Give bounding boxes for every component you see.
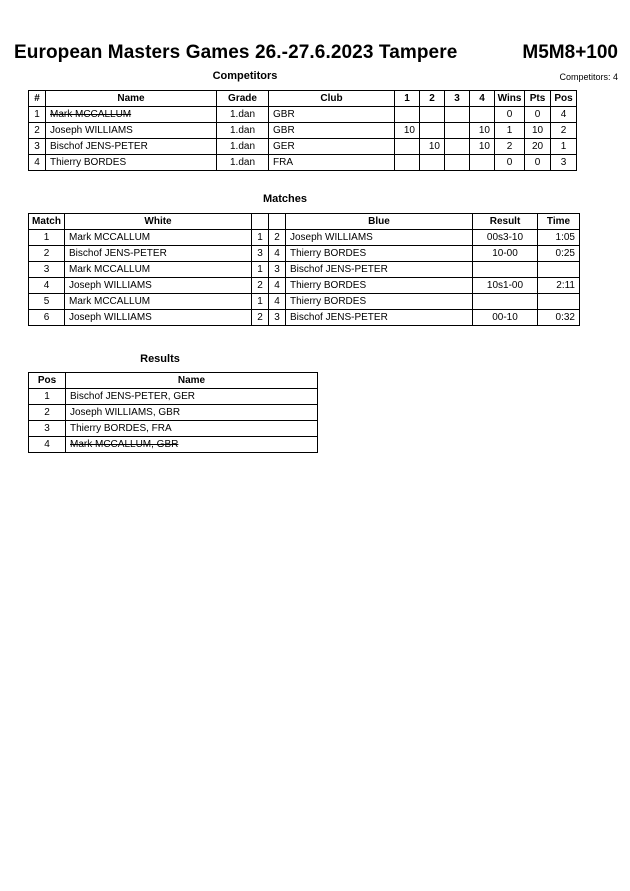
- competitors-count: Competitors: 4: [559, 72, 618, 82]
- competitor-wins: 1: [495, 123, 525, 139]
- table-row: [29, 437, 318, 453]
- category-title: M5M8+100: [522, 42, 618, 63]
- competitor-pos: 4: [551, 107, 577, 123]
- competitor-pts: 20: [525, 139, 551, 155]
- table-row: [29, 123, 577, 139]
- table-row: [29, 246, 580, 262]
- column-header-club: Club: [269, 91, 395, 107]
- table-row: [29, 230, 580, 246]
- match-time: 1:05: [538, 230, 580, 246]
- column-header-round-1: 1: [395, 91, 420, 107]
- match-time: 0:32: [538, 310, 580, 326]
- competitor-number: 4: [29, 155, 46, 171]
- column-header-time: Time: [538, 214, 580, 230]
- competitor-round-1: [395, 155, 420, 171]
- match-white-name: Joseph WILLIAMS: [65, 278, 252, 294]
- match-white-name: Joseph WILLIAMS: [65, 310, 252, 326]
- competitor-number: 1: [29, 107, 46, 123]
- competitor-wins: 0: [495, 155, 525, 171]
- match-number: 4: [29, 278, 65, 294]
- column-header-pts: Pts: [525, 91, 551, 107]
- match-blue-name: Thierry BORDES: [286, 294, 473, 310]
- competitor-grade: 1.dan: [217, 139, 269, 155]
- competitor-pts: 10: [525, 123, 551, 139]
- table-row: [29, 155, 577, 171]
- page-header: [0, 42, 630, 68]
- match-result: 10-00: [473, 246, 538, 262]
- column-header-blue-num: [269, 214, 286, 230]
- match-white-number: 2: [252, 310, 269, 326]
- page-title: European Masters Games 26.-27.6.2023 Tampere: [14, 42, 458, 63]
- result-position: 3: [29, 421, 66, 437]
- competitor-round-3: [445, 139, 470, 155]
- competitor-club: GER: [269, 139, 395, 155]
- competitor-round-2: 10: [420, 139, 445, 155]
- competitor-club: GBR: [269, 107, 395, 123]
- competitor-pos: 2: [551, 123, 577, 139]
- match-number: 5: [29, 294, 65, 310]
- competitor-name: Joseph WILLIAMS: [46, 123, 217, 139]
- column-header-name: Name: [46, 91, 217, 107]
- match-blue-name: Bischof JENS-PETER: [286, 310, 473, 326]
- competitor-name: Bischof JENS-PETER: [46, 139, 217, 155]
- table-row: [29, 278, 580, 294]
- column-header-pos: Pos: [29, 373, 66, 389]
- match-number: 6: [29, 310, 65, 326]
- table-header-row: [29, 91, 577, 107]
- match-blue-name: Joseph WILLIAMS: [286, 230, 473, 246]
- competitor-club: GBR: [269, 123, 395, 139]
- competitor-round-2: [420, 123, 445, 139]
- match-number: 3: [29, 262, 65, 278]
- competitor-round-1: [395, 107, 420, 123]
- match-blue-number: 2: [269, 230, 286, 246]
- result-name: Bischof JENS-PETER, GER: [66, 389, 318, 405]
- match-result: 10s1-00: [473, 278, 538, 294]
- column-header-name: Name: [66, 373, 318, 389]
- match-blue-name: Bischof JENS-PETER: [286, 262, 473, 278]
- competitor-round-3: [445, 155, 470, 171]
- competitor-round-1: [395, 139, 420, 155]
- match-result: [473, 294, 538, 310]
- table-row: [29, 107, 577, 123]
- match-white-number: 1: [252, 230, 269, 246]
- match-time: 2:11: [538, 278, 580, 294]
- competitor-pts: 0: [525, 107, 551, 123]
- competitor-round-4: [470, 107, 495, 123]
- match-white-number: 2: [252, 278, 269, 294]
- competitor-round-3: [445, 123, 470, 139]
- results-caption: Results: [140, 353, 180, 365]
- competitor-round-4: 10: [470, 123, 495, 139]
- column-header-wins: Wins: [495, 91, 525, 107]
- match-blue-number: 4: [269, 278, 286, 294]
- competitor-number: 3: [29, 139, 46, 155]
- match-result: 00-10: [473, 310, 538, 326]
- table-row: [29, 294, 580, 310]
- result-name: Thierry BORDES, FRA: [66, 421, 318, 437]
- competitor-round-2: [420, 107, 445, 123]
- competitor-round-3: [445, 107, 470, 123]
- table-row: [29, 389, 318, 405]
- table-row: [29, 421, 318, 437]
- match-blue-name: Thierry BORDES: [286, 278, 473, 294]
- competitor-club: FRA: [269, 155, 395, 171]
- matches-caption: Matches: [262, 193, 308, 205]
- match-white-number: 1: [252, 294, 269, 310]
- table-row: [29, 405, 318, 421]
- competitor-grade: 1.dan: [217, 155, 269, 171]
- column-header-match: Match: [29, 214, 65, 230]
- match-time: 0:25: [538, 246, 580, 262]
- column-header-result: Result: [473, 214, 538, 230]
- competitor-grade: 1.dan: [217, 123, 269, 139]
- column-header-round-4: 4: [470, 91, 495, 107]
- match-blue-number: 4: [269, 294, 286, 310]
- column-header-number: #: [29, 91, 46, 107]
- match-result: [473, 262, 538, 278]
- column-header-blue: Blue: [286, 214, 473, 230]
- match-white-name: Bischof JENS-PETER: [65, 246, 252, 262]
- results-table: [28, 372, 318, 453]
- competitor-round-1: 10: [395, 123, 420, 139]
- competitors-table: [28, 90, 577, 171]
- match-blue-name: Thierry BORDES: [286, 246, 473, 262]
- match-white-name: Mark MCCALLUM: [65, 230, 252, 246]
- match-time: [538, 262, 580, 278]
- match-number: 2: [29, 246, 65, 262]
- competitors-caption: Competitors: [212, 70, 278, 82]
- column-header-round-2: 2: [420, 91, 445, 107]
- match-blue-number: 3: [269, 262, 286, 278]
- match-white-name: Mark MCCALLUM: [65, 262, 252, 278]
- table-row: [29, 310, 580, 326]
- match-result: 00s3-10: [473, 230, 538, 246]
- competitor-grade: 1.dan: [217, 107, 269, 123]
- column-header-white-num: [252, 214, 269, 230]
- match-white-number: 3: [252, 246, 269, 262]
- competitor-round-4: 10: [470, 139, 495, 155]
- competitor-round-4: [470, 155, 495, 171]
- competitor-pos: 3: [551, 155, 577, 171]
- competitor-wins: 2: [495, 139, 525, 155]
- column-header-white: White: [65, 214, 252, 230]
- match-white-number: 1: [252, 262, 269, 278]
- matches-table: [28, 213, 580, 326]
- column-header-pos: Pos: [551, 91, 577, 107]
- column-header-round-3: 3: [445, 91, 470, 107]
- result-name: Joseph WILLIAMS, GBR: [66, 405, 318, 421]
- result-position: 1: [29, 389, 66, 405]
- match-time: [538, 294, 580, 310]
- match-white-name: Mark MCCALLUM: [65, 294, 252, 310]
- match-number: 1: [29, 230, 65, 246]
- result-position: 2: [29, 405, 66, 421]
- competitor-pts: 0: [525, 155, 551, 171]
- competitor-name: Mark MCCALLUM: [46, 107, 217, 123]
- column-header-grade: Grade: [217, 91, 269, 107]
- table-row: [29, 139, 577, 155]
- match-blue-number: 3: [269, 310, 286, 326]
- result-position: 4: [29, 437, 66, 453]
- competitor-number: 2: [29, 123, 46, 139]
- match-blue-number: 4: [269, 246, 286, 262]
- table-header-row: [29, 373, 318, 389]
- table-row: [29, 262, 580, 278]
- competitor-wins: 0: [495, 107, 525, 123]
- result-name: Mark MCCALLUM, GBR: [66, 437, 318, 453]
- table-header-row: [29, 214, 580, 230]
- competitor-name: Thierry BORDES: [46, 155, 217, 171]
- competitor-round-2: [420, 155, 445, 171]
- competitor-pos: 1: [551, 139, 577, 155]
